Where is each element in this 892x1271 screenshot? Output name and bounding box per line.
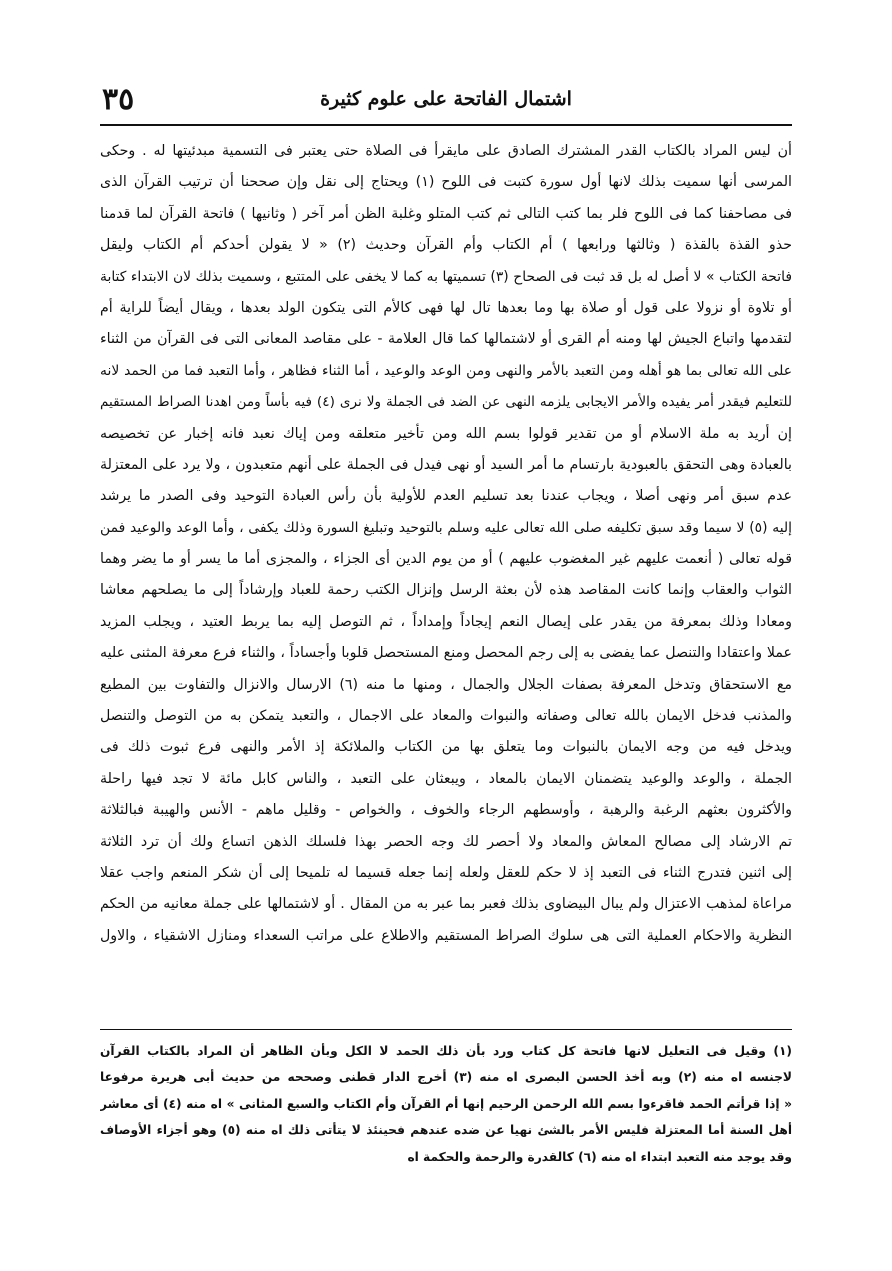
footnote-rule — [100, 1029, 792, 1030]
footnote-line: أهل السنة أما المعتزلة فليس الأمر بالشئ نهيا عن ضده عندهم فحينئذ لا يتأتى ذلك اه منه (٥) وهو أجزاء الأوصاف — [100, 1123, 792, 1138]
text-line: مراعاة لمذهب الاعتزال ولم يبال البيضاوى بذلك فعبر بما عبر به من المقال . أو لاشتمالها على جملة معانيه من الحكم — [100, 896, 792, 913]
text-line: عملا واعتقادا والتنصل عما يفضى به إلى رجم المحصل ومنع المستحصل قلوبا وأجساداً ، والثناء فرع معرفة المثنى عليه — [100, 645, 792, 662]
text-line: ويدخل فيه من وجه الايمان بالنبوات وما يتعلق بها من الكتاب والملائكة إذ الأمر والنهى فرع ثبوت ذلك فى — [100, 739, 792, 756]
footnote-line: (١) وقيل فى التعليل لانها فاتحة كل كتاب ورد بأن ذلك الحمد لا الكل وبأن الظاهر أن المراد بالكتاب القرآن — [100, 1044, 792, 1058]
text-line: إلى اثنين فتدرج الثناء فى التعبد إذ لا حكم للعقل ولعله إنما جعله قسيما له تلميحا إلى أن شكر المنعم واجب عقلا — [100, 864, 792, 881]
text-line: فى مصاحفنا كما فى اللوح فلر بما كتب التالى ثم كتب المتلو وغلبة الظن أمر آخر ( وثانيها ) فاتحة القرآن لما قدمنا — [100, 205, 792, 222]
text-line: والأكثرون بعثهم الرغبة والرهبة ، وأوسطهم الرجاء والخوف ، والخواص - وقليل ماهم - الأنس والهيبة فبالثلاثة — [100, 802, 792, 819]
text-line: فاتحة الكتاب » لا أصل له بل قد ثبت فى الصحاح (٣) تسميتها به كما لا يخفى على المتتبع ، وسميت بذلك لان الابتداء كتابة — [100, 268, 792, 285]
text-line: والمذنب فدخل الايمان بالله تعالى وصفاته والنبوات والمعاد على الاجمال ، والتعبد يتمكن به من التوصل والتنصل — [100, 708, 792, 725]
text-line: إليه (٥) لا سيما وقد سبق تكليفه صلى الله تعالى عليه وسلم بالتوحيد وتبليغ السورة وذلك يكفى ، وأما الوعد والوعيد فمن — [100, 519, 792, 536]
footnote-line: وقد يوجد منه التعبد ابتداء اه منه (٦) كالقدرة والرحمة والحكمة اه — [407, 1149, 792, 1164]
text-line: بالعبادة وهى التحقق بالعبودية بارتسام ما أمر السيد أو نهى فيدل فى الجملة على أنهم متعبدون ، ولا يرد على المعتزلة — [100, 456, 792, 473]
page-header — [100, 82, 792, 122]
text-line: النظرية والاحكام العملية التى هى سلوك الصراط المستقيم والاطلاع على مراتب السعداء ومنازل الاشقياء ، والاول — [100, 927, 792, 944]
text-line: على الله تعالى بما هو أهله ومن التعبد بالأمر والنهى ومن الوعد والوعيد ، أما الثناء فظاهر ، وأما التعبد فما من الحمد لانه — [100, 362, 792, 379]
text-line: المرسى أنها سميت بذلك لانها أول سورة كتبت فى اللوح (١) ويحتاج إلى نقل وإن صححنا أن ترتيب القرآن الذى — [100, 174, 792, 191]
text-line: أو تلاوة أو نزولا على قول أو صلاة بها وما بعدها تال لها فهى كالأم التى يتكون الولد بعدها ، ويقال أيضاً للراية أم — [100, 299, 792, 316]
text-line: إن أريد به ملة الاسلام أو من تقدير قولوا بسم الله ومن تأخير متعلقه ومن إياك نعبد فانه إخبار عن تخصيصه — [100, 425, 792, 442]
footnotes — [100, 1038, 792, 1170]
page-number: ٣٥ — [102, 82, 135, 117]
text-line: مع الاستحقاق وتدخل المعرفة بصفات الجلال والجمال ، ومنها ما منه (٦) الارسال والانزال والتفاوت بين المطيع — [100, 676, 792, 693]
text-line: الثواب والعقاب وإنما كانت المقاصد هذه لأن بعثة الرسل وإنزال الكتب رحمة للعباد وإرشاداً إلى ما يصلحهم معاشا — [100, 582, 792, 599]
text-line: حذو القذة بالقذة ( وثالثها ورابعها ) أم الكتاب وأم القرآن وحديث (٢) « لا يقولن أحدكم أم الكتاب وليقل — [100, 237, 792, 254]
text-line: ومعادا وذلك بمعرفة من يقدر على إيصال النعم إيجاداً وإمداداً ، ثم التوصل إليه بما يربط العتيد ، ويجلب المزيد — [100, 613, 792, 630]
text-line: للتعليم فيقدر أمر يفيده والأمر الايجابى يلزمه النهى عن الضد فى الجملة ولا نرى (٤) فيه بأساً ومن اهدنا الصراط المستقيم — [100, 394, 792, 411]
header-rule — [100, 124, 792, 126]
text-line: تم الارشاد إلى مصالح المعاش والمعاد ولا أحصر لك وجه الحصر بهذا فلسلك الذهن اتساع ولك أن ترد الثلاثة — [100, 833, 792, 850]
text-line: عدم سبق أمر ونهى أصلا ، ويجاب عندنا بعد تسليم العدم للأولية بأن رأس العبادة التوحيد وفى الصدر ما يرشد — [100, 488, 792, 505]
running-title: اشتمال الفاتحة على علوم كثيرة — [320, 88, 572, 110]
text-line: لتقدمها واتباع الجيش لها ومنه أم القرى أو لاشتمالها كما قال العلامة - على مقاصد المعانى التى فى القرآن من الثناء — [100, 331, 792, 348]
text-line: الجملة ، والوعد والوعيد يتضمنان الايمان بالمعاد ، ويبعثان على التعبد ، والناس كابل مائة لا تجد فيها راحلة — [100, 770, 792, 787]
body-text — [100, 136, 792, 952]
text-line: أن ليس المراد بالكتاب القدر المشترك الصادق على مايقرأ فى الصلاة حتى يعتبر فى التسمية مبدئيتها له . وحكى — [100, 143, 792, 159]
text-line: قوله تعالى ( أنعمت عليهم غير المغضوب عليهم ) أو من يوم الدين أى الجزاء ، والمجزى أما ما يسر أو ما يضر وهما — [100, 551, 792, 568]
footnote-line: « إذا قرأتم الحمد فاقرءوا بسم الله الرحمن الرحيم إنها أم القرآن وأم الكتاب والسبع المثانى » اه منه (٤) أى معاشر — [100, 1096, 792, 1111]
footnote-line: لاجنسه اه منه (٢) وبه أخذ الحسن البصرى اه منه (٣) أخرج الدار قطنى وصححه من حديث أبى هريرة مرفوعا — [100, 1070, 792, 1085]
